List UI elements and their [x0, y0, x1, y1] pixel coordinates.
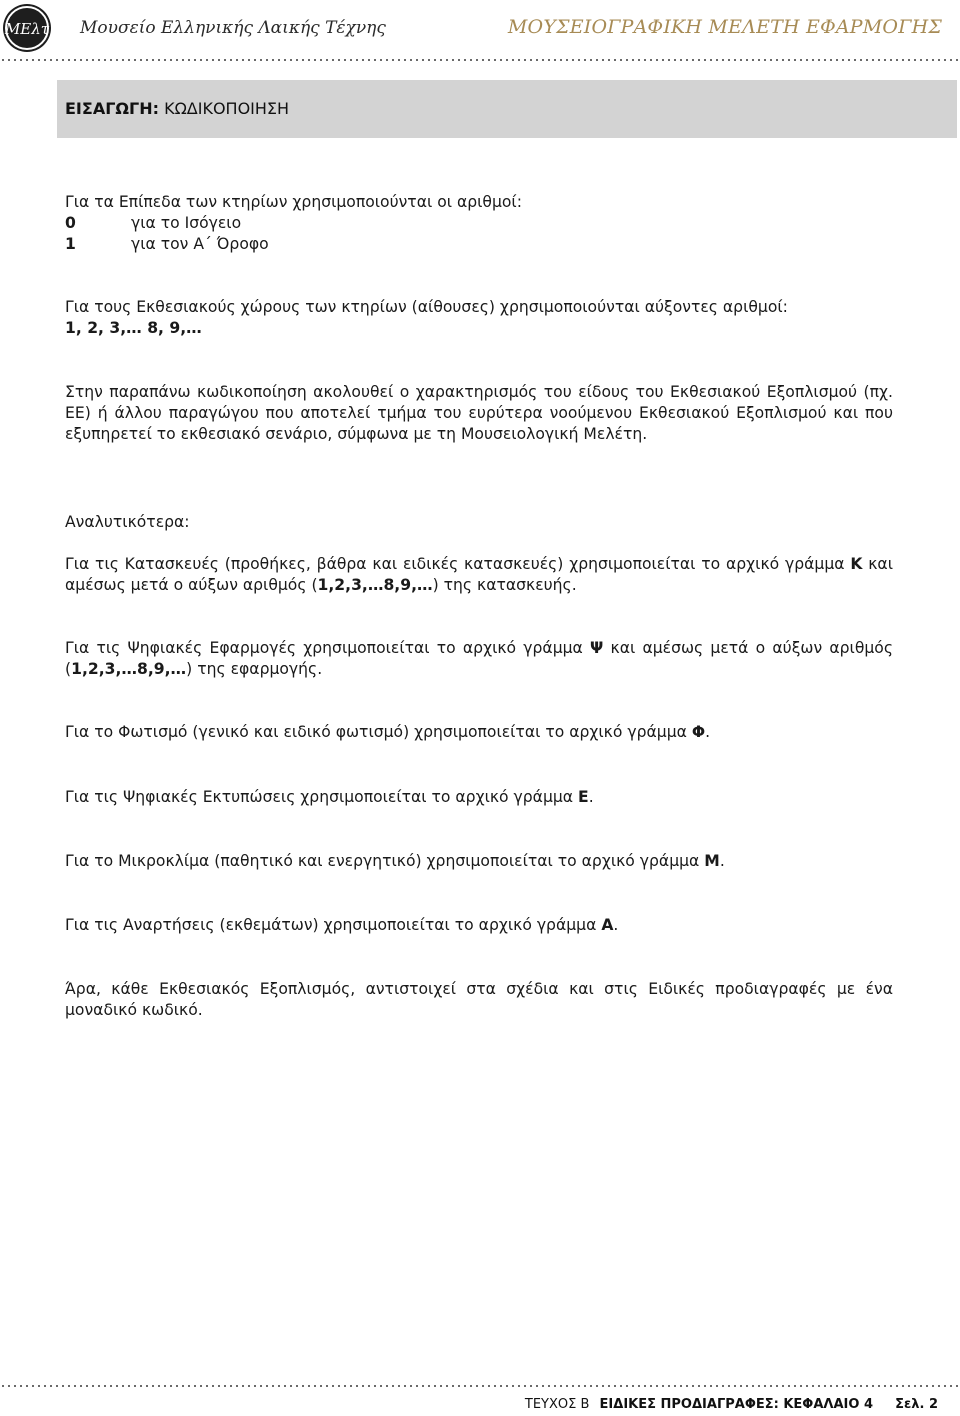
digital-apps-letter: Ψ — [590, 639, 604, 657]
page-footer — [525, 1397, 938, 1412]
lighting-text: . — [705, 723, 711, 741]
levels-intro: Για τα Επίπεδα των κτηρίων χρησιμοποιούνται οι αριθμοί: — [65, 193, 522, 211]
constructions-letter: Κ — [850, 555, 863, 573]
museum-name: Μουσείο Ελληνικής Λαικής Τέχνης — [80, 18, 386, 38]
section-title-rest: ΚΩΔΙΚΟΠΟΙΗΣΗ — [158, 99, 290, 118]
prints-letter: Ε — [578, 788, 589, 806]
museum-logo-icon — [3, 4, 51, 52]
constructions-text: ) της κατασκευής. — [432, 576, 577, 594]
prints-text: Για τις Ψηφιακές Εκτυπώσεις χρησιμοποιείται το αρχικό γράμμα — [65, 788, 579, 806]
microclimate-text: Για το Μικροκλίμα (παθητικό και ενεργητικό) χρησιμοποιείται το αρχικό γράμμα — [65, 852, 705, 870]
digital-apps-text: ) της εφαρμογής. — [186, 660, 323, 678]
constructions-paragraph — [65, 554, 893, 596]
hangings-text: Για τις Αναρτήσεις (εκθεμάτων) χρησιμοποιείται το αρχικό γράμμα — [65, 916, 602, 934]
header-dotted-divider — [0, 59, 960, 61]
lighting-letter: Φ — [691, 723, 706, 741]
microclimate-text: . — [719, 852, 725, 870]
level-row — [65, 213, 241, 234]
level-desc: για το Ισόγειο — [131, 214, 242, 232]
prints-paragraph — [65, 787, 893, 808]
digital-apps-text: Για τις Ψηφιακές Εφαρμογές χρησιμοποιείται το αρχικό γράμμα — [65, 639, 591, 657]
section-title — [65, 99, 289, 118]
footer-spec: ΕΙΔΙΚΕΣ ΠΡΟΔΙΑΓΡΑΦΕΣ: ΚΕΦΑΛΑΙΟ 4 — [599, 1397, 873, 1412]
digital-apps-text: και αμέσως μετά ο αύξων αριθμός ( — [65, 639, 893, 678]
section-title-bold: ΕΙΣΑΓΩΓΗ: — [65, 99, 159, 118]
microclimate-letter: Μ — [704, 852, 720, 870]
detail-label: Αναλυτικότερα: — [65, 513, 190, 531]
constructions-text: Για τις Κατασκευές (προθήκες, βάθρα και ειδικές κατασκευές) χρησιμοποιείται το αρχικό γράμμα — [65, 555, 851, 573]
section-title-bar — [57, 80, 957, 138]
level-code: 1 — [65, 235, 76, 253]
lighting-text: Για το Φωτισμό (γενικό και ειδικό φωτισμό) χρησιμοποιείται το αρχικό γράμμα — [65, 723, 692, 741]
hangings-text: . — [613, 916, 619, 934]
page-header — [0, 0, 960, 62]
constructions-numbers: 1,2,3,…8,9,… — [317, 576, 433, 594]
hangings-letter: Α — [601, 916, 614, 934]
study-title: ΜΟΥΣΕΙΟΓΡΑΦΙΚΗ ΜΕΛΕΤΗ ΕΦΑΡΜΟΓΗΣ — [507, 16, 942, 38]
lighting-paragraph — [65, 722, 893, 743]
conclusion-paragraph: Άρα, κάθε Εκθεσιακός Εξοπλισμός, αντιστοιχεί στα σχέδια και στις Ειδικές προδιαγραφές με ένα μοναδικό κωδικό. — [65, 980, 893, 1019]
microclimate-paragraph — [65, 851, 893, 872]
footer-volume: ΤΕΥΧΟΣ Β — [524, 1397, 590, 1412]
digital-apps-numbers: 1,2,3,…8,9,… — [71, 660, 187, 678]
footer-dotted-divider — [0, 1385, 960, 1387]
coding-paragraph: Στην παραπάνω κωδικοποίηση ακολουθεί ο χαρακτηρισμός του είδους του Εκθεσιακού Εξοπλισμού (πχ. ΕΕ) ή άλλου παραγώγου που αποτελεί τμήμα του ευρύτερα νοούμενου Εκθεσιακού Εξοπλισμού και που εξυπηρετεί το εκθεσιακό σενάριο, σύμφωνα με τη Μουσειολογική Μελέτη. — [65, 383, 893, 443]
constructions-text: και αμέσως μετά ο αύξων αριθμός ( — [65, 555, 893, 594]
museum-logo — [3, 4, 51, 52]
logo-text: ΜΕλτ — [4, 20, 50, 38]
digital-apps-paragraph — [65, 638, 893, 680]
level-row — [65, 234, 269, 255]
hangings-paragraph — [65, 915, 893, 936]
footer-page-number: Σελ. 2 — [895, 1397, 938, 1412]
prints-text: . — [588, 788, 594, 806]
rooms-intro: Για τους Εκθεσιακούς χώρους των κτηρίων (αίθουσες) χρησιμοποιούνται αύξοντες αριθμοί: — [65, 298, 788, 316]
rooms-numbers: 1, 2, 3,… 8, 9,… — [65, 319, 202, 337]
level-desc: για τον Α΄ Όροφο — [131, 235, 269, 253]
level-code: 0 — [65, 214, 76, 232]
